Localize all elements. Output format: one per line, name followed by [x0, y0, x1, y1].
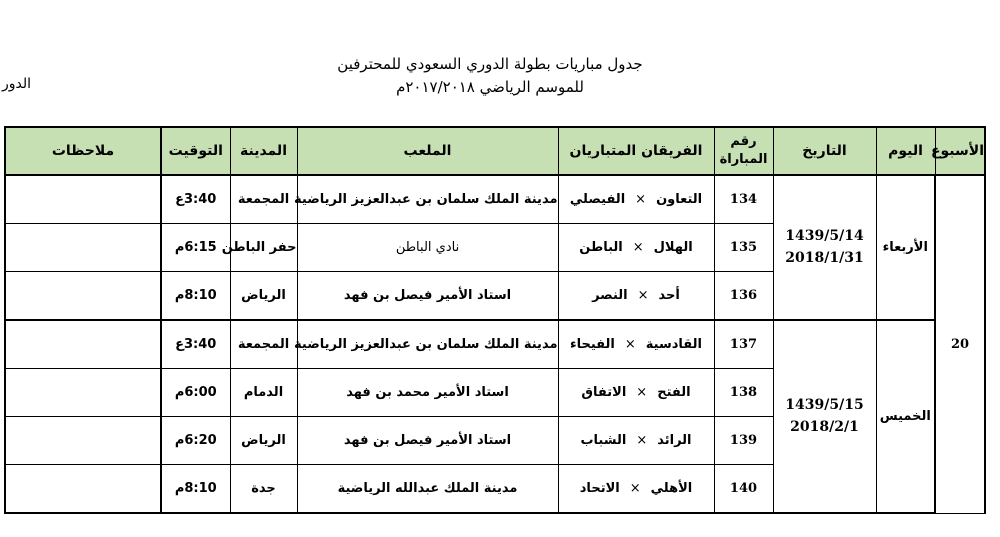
versus-sign: ×: [632, 239, 644, 255]
versus-sign: ×: [636, 384, 648, 400]
teams-cell: [558, 320, 714, 368]
city-cell: الرياض: [230, 416, 297, 464]
match-number: 135: [714, 223, 773, 271]
teams-cell: [558, 175, 714, 223]
week-number: 20: [935, 175, 985, 513]
city-cell: الرياض: [230, 272, 297, 320]
header-time: التوقيت: [161, 127, 230, 175]
date-hijri: 1439/5/14: [785, 228, 864, 245]
team-away: النصر: [592, 287, 628, 303]
stadium-cell: استاد الأمير فيصل بن فهد: [297, 272, 558, 320]
city-cell: جدة: [230, 465, 297, 513]
team-away: الفيصلي: [569, 191, 626, 207]
stadium-cell: مدينة الملك سلمان بن عبدالعزيز الرياضية: [297, 175, 558, 223]
header-row: [5, 127, 985, 175]
teams-cell: [558, 368, 714, 416]
match-number: 134: [714, 175, 773, 223]
date-gregorian: 2018/2/1: [790, 419, 859, 436]
time-cell: 3:40ع: [161, 175, 230, 223]
stadium-cell: استاد الأمير فيصل بن فهد: [297, 416, 558, 464]
header-day: اليوم: [876, 127, 935, 175]
city-cell: المجمعة: [230, 320, 297, 368]
stadium-cell: مدينة الملك عبدالله الرياضية: [297, 465, 558, 513]
season-subtitle: للموسم الرياضي ٢٠١٧/٢٠١٨م: [396, 78, 584, 96]
header-city: المدينة: [230, 127, 297, 175]
team-away: الاتفاق: [581, 384, 627, 400]
notes-cell: [5, 272, 161, 320]
team-away: الاتحاد: [579, 481, 620, 497]
time-cell: 6:00م: [161, 368, 230, 416]
header-week: الأسبوع: [935, 127, 985, 175]
date-gregorian: 2018/1/31: [785, 250, 864, 267]
time-cell: 6:15م: [161, 223, 230, 271]
day-cell: الخميس: [876, 320, 935, 513]
match-number: 140: [714, 465, 773, 513]
time-cell: 8:10م: [161, 465, 230, 513]
header-date: التاريخ: [773, 127, 876, 175]
match-number: 139: [714, 416, 773, 464]
teams-cell: [558, 272, 714, 320]
city-cell: المجمعة: [230, 175, 297, 223]
teams-cell: [558, 223, 714, 271]
round-label: الدور: [2, 76, 32, 92]
match-number: 138: [714, 368, 773, 416]
date-cell: [773, 320, 876, 513]
city-cell: حفر الباطن: [230, 223, 297, 271]
notes-cell: [5, 320, 161, 368]
team-away: الباطن: [579, 239, 623, 255]
versus-sign: ×: [636, 433, 648, 449]
table-row: [5, 320, 985, 368]
header-stadium: الملعب: [297, 127, 558, 175]
notes-cell: [5, 368, 161, 416]
match-schedule-table: [4, 126, 986, 514]
teams-cell: [558, 416, 714, 464]
team-home: الرائد: [657, 433, 692, 449]
header-teams: الفريقان المتباريان: [558, 127, 714, 175]
time-cell: 6:20م: [161, 416, 230, 464]
match-number: 136: [714, 272, 773, 320]
date-hijri: 1439/5/15: [785, 397, 864, 414]
versus-sign: ×: [629, 481, 641, 497]
stadium-cell: استاد الأمير محمد بن فهد: [297, 368, 558, 416]
team-home: أحد: [658, 287, 680, 303]
stadium-cell: نادي الباطن: [297, 223, 558, 271]
team-home: القادسية: [645, 336, 703, 352]
team-home: الفتح: [657, 384, 691, 400]
notes-cell: [5, 416, 161, 464]
city-cell: الدمام: [230, 368, 297, 416]
day-cell: الأربعاء: [876, 175, 935, 320]
time-cell: 3:40ع: [161, 320, 230, 368]
versus-sign: ×: [624, 336, 636, 352]
versus-sign: ×: [635, 191, 647, 207]
teams-cell: [558, 465, 714, 513]
team-away: الفيحاء: [569, 336, 615, 352]
header-match-number: رقم المباراة: [714, 127, 773, 175]
page-title: جدول مباريات بطولة الدوري السعودي للمحترفين: [337, 55, 643, 73]
team-home: الهلال: [653, 239, 693, 255]
stadium-cell: مدينة الملك سلمان بن عبدالعزيز الرياضية: [297, 320, 558, 368]
versus-sign: ×: [637, 287, 649, 303]
header-notes: ملاحظات: [5, 127, 161, 175]
date-cell: [773, 175, 876, 320]
notes-cell: [5, 223, 161, 271]
table-row: [5, 175, 985, 223]
time-cell: 8:10م: [161, 272, 230, 320]
notes-cell: [5, 465, 161, 513]
team-home: التعاون: [656, 191, 703, 207]
team-away: الشباب: [580, 433, 627, 449]
match-number: 137: [714, 320, 773, 368]
notes-cell: [5, 175, 161, 223]
team-home: الأهلي: [650, 481, 693, 497]
